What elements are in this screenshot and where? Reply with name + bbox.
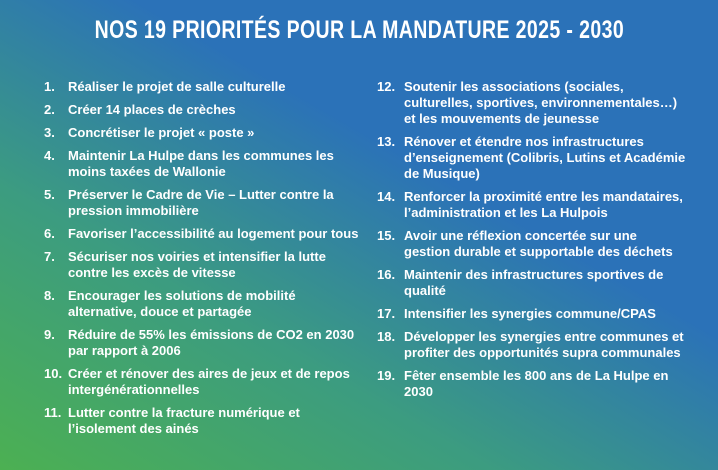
priority-number: 1. [44,79,55,94]
priority-item [44,249,362,281]
priorities-list-left [44,79,362,444]
priority-number: 14. [377,189,396,204]
page-title [0,0,718,46]
priority-text: Encourager les solutions de mobilité alternative, douce et partagée [68,288,296,319]
priority-text: Créer et rénover des aires de jeux et de repos intergénérationnelles [68,366,350,397]
priority-item [377,189,686,221]
priority-number: 4. [44,148,55,163]
priority-text: Maintenir des infrastructures sportives de qualité [404,267,664,298]
priority-text: Renforcer la proximité entre les mandataires, l’administration et les La Hulpois [404,189,683,220]
priority-item [44,405,362,437]
priority-number: 18. [377,329,396,344]
priority-text: Lutter contre la fracture numérique et l’isolement des ainés [68,405,300,436]
priority-item [44,226,362,242]
priority-number: 2. [44,102,55,117]
priority-number: 5. [44,187,55,202]
priority-number: 15. [377,228,396,243]
priority-number: 10. [44,366,63,381]
priority-item [44,327,362,359]
priority-item [44,148,362,180]
priorities-columns [0,79,718,444]
priority-item [377,306,686,322]
priority-text: Sécuriser nos voiries et intensifier la lutte contre les excès de vitesse [68,249,326,280]
priority-text: Réaliser le projet de salle culturelle [68,79,286,94]
priority-text: Soutenir les associations (sociales, culturelles, sportives, environnementales…) et les mouvements de jeunesse [404,79,678,126]
priority-number: 3. [44,125,55,140]
priority-text: Préserver le Cadre de Vie – Lutter contre la pression immobilière [68,187,334,218]
priority-text: Réduire de 55% les émissions de CO2 en 2030 par rapport à 2006 [68,327,355,358]
priority-number: 13. [377,134,396,149]
priority-text: Fêter ensemble les 800 ans de La Hulpe en 2030 [404,368,669,399]
priority-number: 12. [377,79,396,94]
priority-number: 19. [377,368,396,383]
priority-text: Créer 14 places de crèches [68,102,236,117]
priority-text: Intensifier les synergies commune/CPAS [404,306,656,321]
priority-item [44,288,362,320]
priority-number: 16. [377,267,396,282]
priority-number: 8. [44,288,55,303]
priority-number: 17. [377,306,396,321]
priority-item [377,329,686,361]
priority-item [377,368,686,400]
priority-item [377,267,686,299]
priority-text: Concrétiser le projet « poste » [68,125,255,140]
priorities-list-right [377,79,686,444]
priority-text: Maintenir La Hulpe dans les communes les moins taxées de Wallonie [68,148,334,179]
priority-text: Avoir une réflexion concertée sur une gestion durable et supportable des déchets [404,228,673,259]
priority-number: 7. [44,249,55,264]
priority-number: 6. [44,226,55,241]
priority-text: Rénover et étendre nos infrastructures d’enseignement (Colibris, Lutins et Académie de Musique) [404,134,686,181]
priority-text: Favoriser l’accessibilité au logement pour tous [68,226,359,241]
priority-item [377,134,686,182]
priority-text: Développer les synergies entre communes et profiter des opportunités supra communales [404,329,684,360]
priority-item [44,102,362,118]
priority-item [44,79,362,95]
priority-item [377,79,686,127]
priority-number: 9. [44,327,55,342]
priority-item [44,187,362,219]
priority-item [44,125,362,141]
priority-number: 11. [44,405,62,420]
priority-item [377,228,686,260]
page-title-text: NOS 19 PRIORITÉS POUR LA MANDATURE 2025 - 2030 [94,16,624,44]
priority-item [44,366,362,398]
